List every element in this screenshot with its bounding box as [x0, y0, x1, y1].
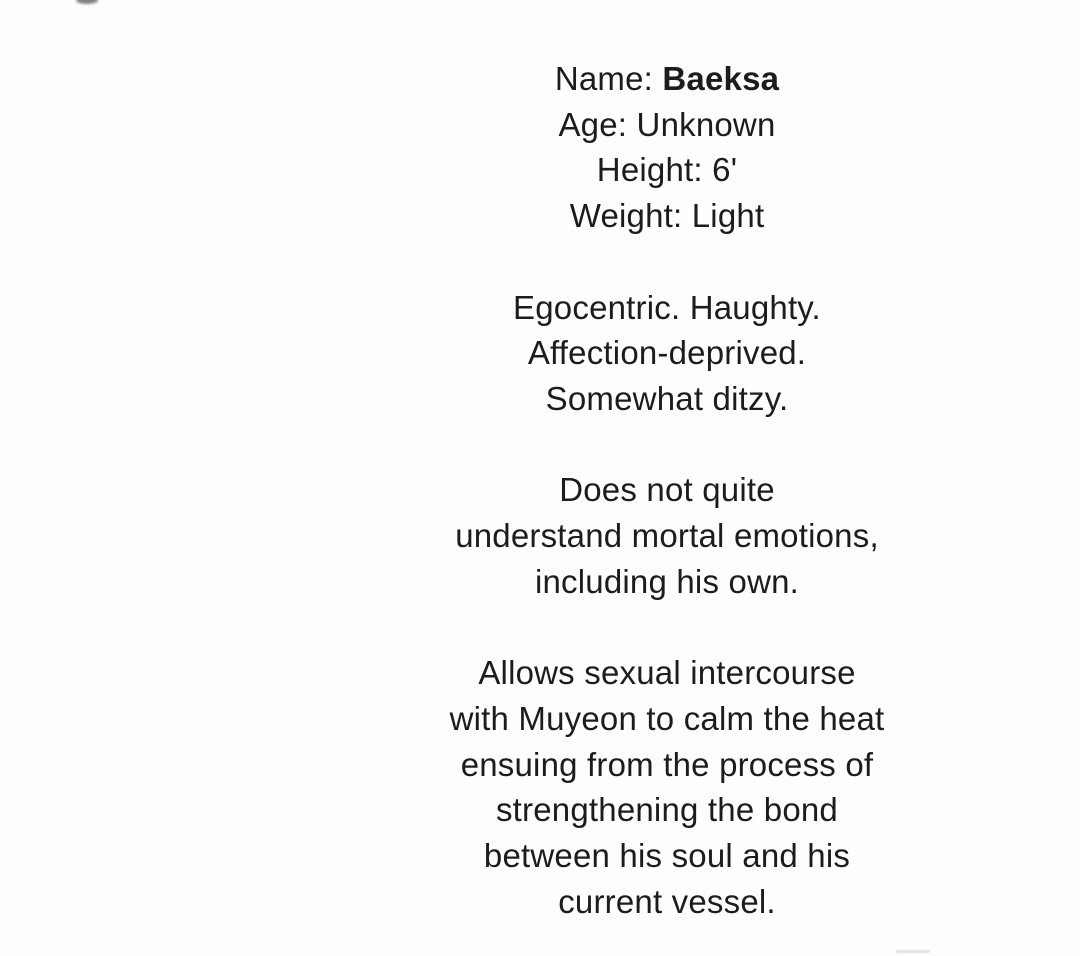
stat-age: [355, 102, 979, 148]
personality-line: Somewhat ditzy.: [545, 379, 789, 417]
personality-line: Affection-deprived.: [527, 334, 807, 372]
emotions-line: Does not quite: [559, 471, 775, 509]
emotions-line: understand mortal emotions,: [455, 517, 879, 554]
stat-age-value: Unknown: [636, 105, 776, 143]
emotions-paragraph: [355, 467, 979, 604]
stats-block: [355, 56, 979, 239]
character-profile-text: [355, 56, 979, 924]
emotions-line: including his own.: [534, 562, 800, 600]
stat-weight: [355, 193, 979, 239]
scan-smudge-bottom: [896, 950, 930, 953]
bond-line: current vessel.: [558, 882, 776, 920]
bond-paragraph: [355, 650, 979, 924]
stat-name-label: Name:: [554, 60, 654, 97]
stat-age-label: Age:: [558, 105, 628, 143]
stat-height: [355, 147, 979, 193]
stat-height-value: 6': [712, 151, 738, 189]
bond-line: between his soul and his: [483, 836, 851, 874]
personality-paragraph: [355, 285, 979, 422]
stat-name: [355, 56, 979, 102]
stat-weight-value: Light: [691, 197, 765, 235]
stat-name-value: Baeksa: [662, 60, 780, 97]
stat-height-label: Height:: [596, 151, 703, 189]
bond-line: strengthening the bond: [495, 791, 838, 829]
bond-line: ensuing from the process of: [460, 745, 874, 783]
personality-line: Egocentric. Haughty.: [513, 288, 821, 326]
bond-line: Allows sexual intercourse: [478, 654, 856, 692]
bond-line: with Muyeon to calm the heat: [449, 699, 885, 737]
scan-smudge-top: [76, 0, 98, 4]
stat-weight-label: Weight:: [569, 197, 683, 235]
